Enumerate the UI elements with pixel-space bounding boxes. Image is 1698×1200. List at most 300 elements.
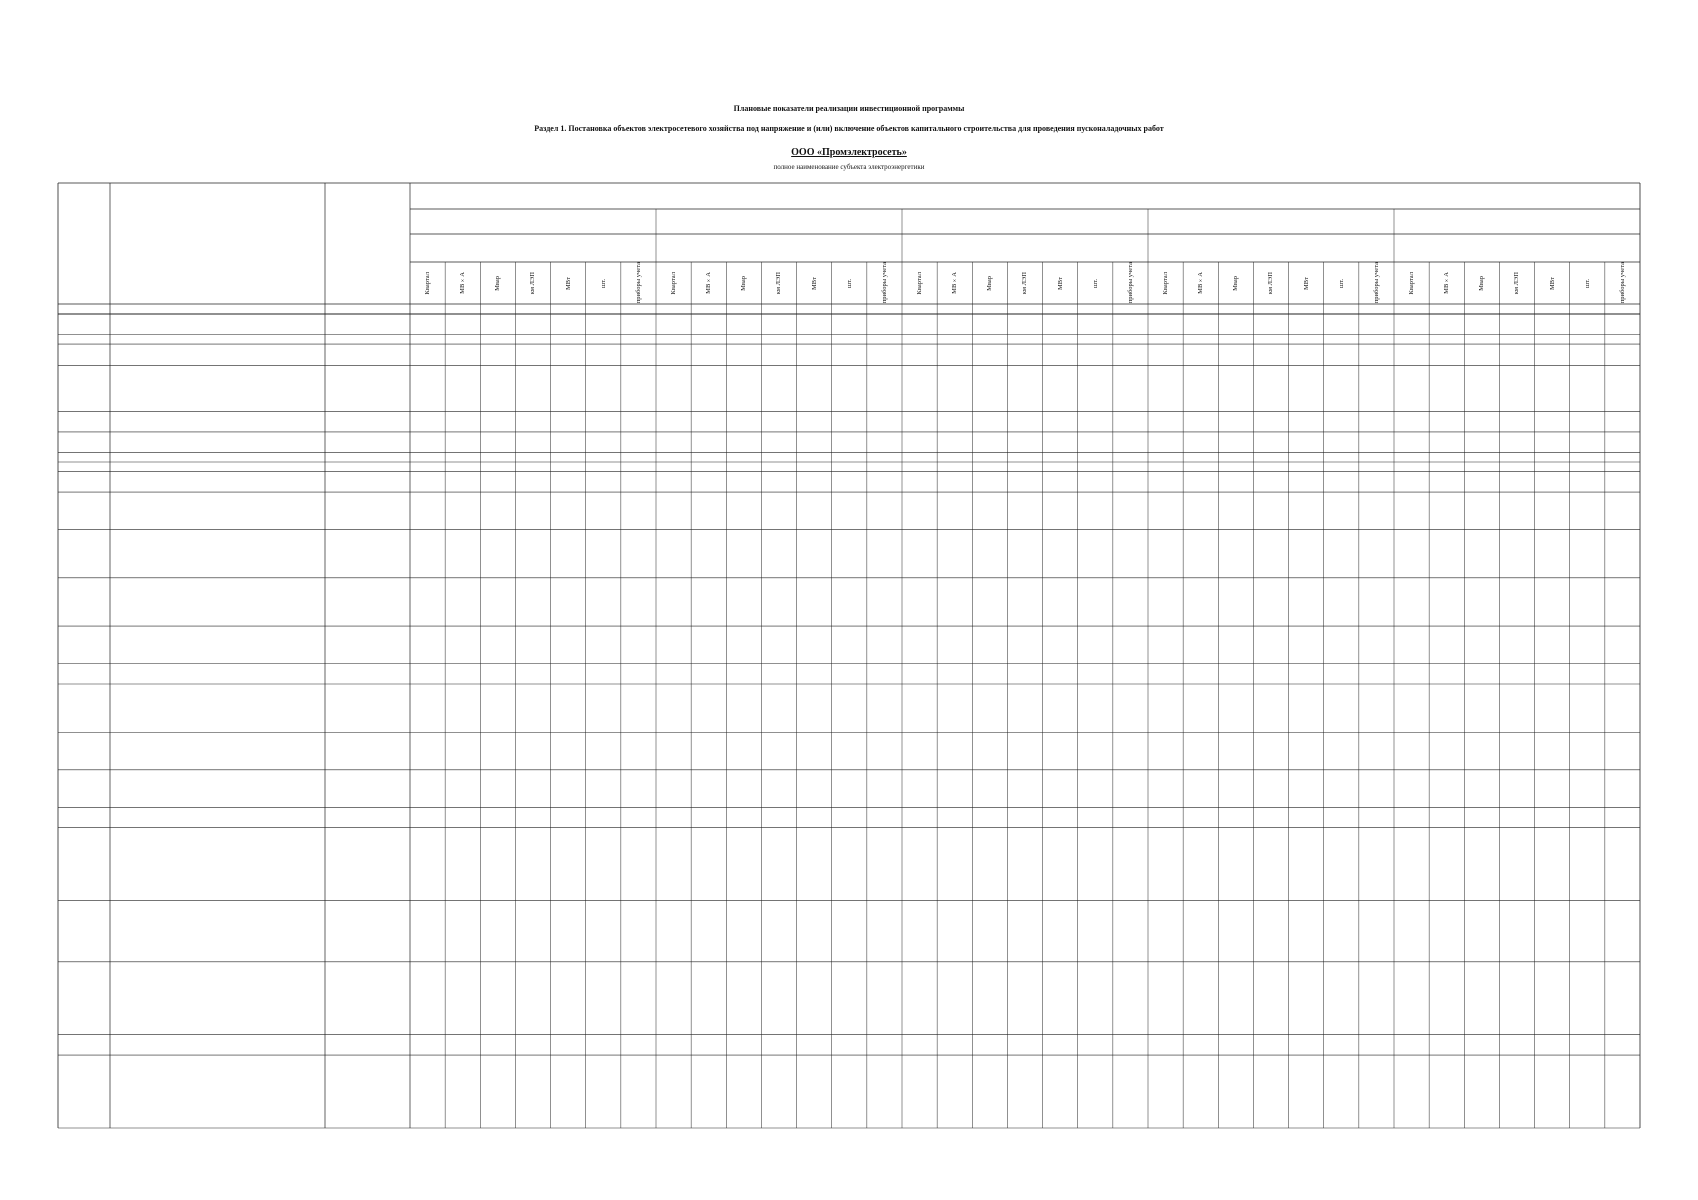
value-cell [1464,732,1499,770]
value-cell [972,334,1007,344]
row-number [58,462,110,472]
value-cell [1253,770,1288,808]
value-cell [867,314,902,334]
value-cell [1007,1035,1042,1055]
value-cell [1148,334,1183,344]
value-cell [1218,1055,1253,1128]
row-name [110,472,325,492]
value-cell [726,530,761,578]
value-cell [1429,664,1464,684]
value-cell [1359,452,1394,462]
value-cell [1113,732,1148,770]
column-code [1570,304,1605,314]
value-cell [902,626,937,664]
value-cell [480,432,515,452]
value-cell [1570,770,1605,808]
value-cell [1499,962,1534,1035]
value-cell [937,412,972,432]
row-name [110,344,325,365]
value-cell [515,492,550,530]
value-cell [1394,462,1429,472]
value-cell [761,578,796,626]
value-cell [1394,1055,1429,1128]
value-cell [586,432,621,452]
column-code [656,304,691,314]
header-unit [761,262,796,304]
header-unit [1113,262,1148,304]
value-cell [1359,472,1394,492]
value-cell [1605,472,1640,492]
value-cell [1218,432,1253,452]
value-cell [1253,344,1288,365]
value-cell [1113,432,1148,452]
value-cell [621,770,656,808]
value-cell [867,901,902,962]
row-name [110,664,325,684]
value-cell [480,962,515,1035]
header-unit-label: Квартал [1162,271,1170,295]
value-cell [1429,962,1464,1035]
value-cell [1289,412,1324,432]
value-cell [797,684,832,732]
value-cell [726,732,761,770]
row-name [110,962,325,1035]
value-cell [832,578,867,626]
value-cell [1148,732,1183,770]
value-cell [1007,664,1042,684]
row-number [58,452,110,462]
value-cell [480,664,515,684]
value-cell [586,530,621,578]
value-cell [1535,365,1570,411]
value-cell [445,962,480,1035]
value-cell [1078,664,1113,684]
value-cell [691,807,726,827]
value-cell [1535,828,1570,901]
value-cell [1535,344,1570,365]
header-unit-label: Мвар [740,275,748,291]
value-cell [1043,962,1078,1035]
value-cell [1394,807,1429,827]
value-cell [867,664,902,684]
value-cell [797,578,832,626]
value-cell [1253,626,1288,664]
value-cell [1359,365,1394,411]
value-cell [1043,1035,1078,1055]
value-cell [1007,578,1042,626]
value-cell [1429,732,1464,770]
value-cell [691,828,726,901]
value-cell [551,664,586,684]
column-code [1253,304,1288,314]
value-cell [1570,732,1605,770]
value-cell [1499,1035,1534,1055]
value-cell [1007,626,1042,664]
value-cell [515,462,550,472]
value-cell [1289,462,1324,472]
value-cell [867,732,902,770]
value-cell [1499,626,1534,664]
value-cell [1148,578,1183,626]
value-cell [691,962,726,1035]
value-cell [1359,344,1394,365]
row-number [58,807,110,827]
header-unit [902,262,937,304]
value-cell [797,901,832,962]
value-cell [551,492,586,530]
value-cell [1464,432,1499,452]
row-name [110,314,325,334]
row-id [325,472,410,492]
value-cell [1359,314,1394,334]
value-cell [937,1035,972,1055]
value-cell [1183,365,1218,411]
value-cell [1429,314,1464,334]
value-cell [726,452,761,462]
value-cell [1570,492,1605,530]
value-cell [1289,344,1324,365]
value-cell [1429,334,1464,344]
value-cell [1429,626,1464,664]
header-unit-label: Мвар [986,275,994,291]
value-cell [761,462,796,472]
value-cell [551,578,586,626]
value-cell [1183,1055,1218,1128]
value-cell [1289,732,1324,770]
value-cell [480,365,515,411]
value-cell [1078,901,1113,962]
value-cell [445,732,480,770]
value-cell [1183,334,1218,344]
row-name [110,412,325,432]
value-cell [902,901,937,962]
row-id [325,334,410,344]
value-cell [902,452,937,462]
value-cell [1359,770,1394,808]
value-cell [1324,732,1359,770]
value-cell [1464,962,1499,1035]
value-cell [937,462,972,472]
value-cell [1464,770,1499,808]
row-name [110,626,325,664]
value-cell [1464,664,1499,684]
value-cell [445,412,480,432]
value-cell [1359,492,1394,530]
row-id [325,452,410,462]
value-cell [1535,770,1570,808]
value-cell [832,530,867,578]
header-unit-label: км ЛЭП [1021,271,1029,295]
row-number [58,314,110,334]
value-cell [937,684,972,732]
value-cell [1183,962,1218,1035]
value-cell [1464,807,1499,827]
value-cell [1324,334,1359,344]
value-cell [656,664,691,684]
value-cell [621,828,656,901]
value-cell [797,530,832,578]
value-cell [1148,684,1183,732]
value-cell [621,530,656,578]
value-cell [1218,492,1253,530]
value-cell [972,1035,1007,1055]
value-cell [867,412,902,432]
value-cell [1570,578,1605,626]
value-cell [586,1055,621,1128]
value-cell [1253,412,1288,432]
value-cell [551,334,586,344]
header-unit [1429,262,1464,304]
value-cell [1394,344,1429,365]
value-cell [1253,530,1288,578]
value-cell [691,901,726,962]
header-unit-label: приборы учета [1126,262,1134,304]
value-cell [586,684,621,732]
value-cell [1464,452,1499,462]
value-cell [937,492,972,530]
value-cell [797,732,832,770]
row-number [58,828,110,901]
value-cell [1359,732,1394,770]
value-cell [1148,314,1183,334]
value-cell [1289,684,1324,732]
header-year [656,209,902,234]
value-cell [832,452,867,462]
value-cell [691,334,726,344]
value-cell [1113,1055,1148,1128]
value-cell [1605,492,1640,530]
value-cell [1007,1055,1042,1128]
header-unit-label: МВ×А [1443,272,1451,294]
value-cell [551,626,586,664]
value-cell [1253,492,1288,530]
value-cell [1007,344,1042,365]
value-cell [621,472,656,492]
value-cell [1289,492,1324,530]
value-cell [1043,1055,1078,1128]
value-cell [867,1055,902,1128]
value-cell [410,770,445,808]
header-unit [1464,262,1499,304]
value-cell [656,365,691,411]
value-cell [621,314,656,334]
value-cell [621,412,656,432]
header-unit [1007,262,1042,304]
value-cell [1605,432,1640,452]
header-unit [937,262,972,304]
value-cell [797,365,832,411]
value-cell [656,962,691,1035]
value-cell [1535,901,1570,962]
header-unit [726,262,761,304]
value-cell [480,530,515,578]
value-cell [937,770,972,808]
value-cell [1394,334,1429,344]
value-cell [1499,901,1534,962]
value-cell [972,807,1007,827]
header-unit-label: шт. [1091,278,1099,288]
value-cell [1113,1035,1148,1055]
value-cell [937,452,972,462]
value-cell [832,344,867,365]
column-code [480,304,515,314]
value-cell [1570,462,1605,472]
header-unit-label: МВ×А [1197,272,1205,294]
value-cell [1078,684,1113,732]
value-cell [656,452,691,462]
value-cell [586,626,621,664]
value-cell [1535,684,1570,732]
value-cell [1218,828,1253,901]
value-cell [867,365,902,411]
value-cell [1078,807,1113,827]
row-id [325,530,410,578]
value-cell [1183,684,1218,732]
value-cell [1113,452,1148,462]
header-unit [1324,262,1359,304]
value-cell [1043,452,1078,462]
value-cell [1007,684,1042,732]
value-cell [1324,626,1359,664]
header-unit [867,262,902,304]
value-cell [1289,452,1324,462]
value-cell [410,578,445,626]
value-cell [1499,365,1534,411]
value-cell [797,1055,832,1128]
value-cell [867,807,902,827]
header-unit [832,262,867,304]
value-cell [937,334,972,344]
value-cell [691,578,726,626]
value-cell [586,807,621,827]
value-cell [1570,962,1605,1035]
value-cell [726,314,761,334]
value-cell [1289,578,1324,626]
value-cell [515,334,550,344]
value-cell [832,770,867,808]
value-cell [1570,807,1605,827]
value-cell [621,626,656,664]
value-cell [1359,1055,1394,1128]
value-cell [1570,432,1605,452]
value-cell [902,334,937,344]
value-cell [410,492,445,530]
value-cell [1183,828,1218,901]
header-year [1148,209,1394,234]
value-cell [1394,828,1429,901]
value-cell [1429,462,1464,472]
value-cell [480,770,515,808]
value-cell [1113,962,1148,1035]
value-cell [1113,578,1148,626]
column-code [972,304,1007,314]
value-cell [1078,578,1113,626]
header-unit [1043,262,1078,304]
value-cell [691,412,726,432]
value-cell [515,365,550,411]
column-code [1043,304,1078,314]
value-cell [1078,472,1113,492]
row-name [110,732,325,770]
row-id [325,314,410,334]
value-cell [832,314,867,334]
header-unit [1570,262,1605,304]
value-cell [691,492,726,530]
column-code [445,304,480,314]
value-cell [1499,530,1534,578]
value-cell [621,962,656,1035]
value-cell [1605,626,1640,664]
column-code [586,304,621,314]
value-cell [1043,828,1078,901]
value-cell [1535,334,1570,344]
row-id [325,432,410,452]
value-cell [1605,828,1640,901]
header-unit [1394,262,1429,304]
value-cell [480,1055,515,1128]
row-id [325,412,410,432]
doc-title: Плановые показатели реализации инвестиционной программы [733,104,965,113]
row-number [58,344,110,365]
header-unit-label: приборы учета [880,262,888,304]
value-cell [410,626,445,664]
value-cell [1078,770,1113,808]
value-cell [1078,962,1113,1035]
value-cell [656,530,691,578]
value-cell [656,334,691,344]
value-cell [726,828,761,901]
value-cell [515,412,550,432]
value-cell [1605,664,1640,684]
value-cell [515,472,550,492]
value-cell [1253,1055,1288,1128]
header-unit-label: Квартал [1408,271,1416,295]
value-cell [691,770,726,808]
value-cell [797,626,832,664]
header-unit-label: Квартал [670,271,678,295]
value-cell [902,344,937,365]
value-cell [445,770,480,808]
value-cell [1535,578,1570,626]
value-cell [1183,432,1218,452]
column-code [1394,304,1429,314]
header-unit-label: Мвар [1232,275,1240,291]
header-unit [1148,262,1183,304]
value-cell [832,1055,867,1128]
value-cell [410,530,445,578]
value-cell [621,452,656,462]
value-cell [445,365,480,411]
value-cell [1605,684,1640,732]
value-cell [1324,452,1359,462]
value-cell [1324,962,1359,1035]
value-cell [1464,626,1499,664]
value-cell [586,462,621,472]
value-cell [761,1055,796,1128]
value-cell [1183,770,1218,808]
header-project-id [325,183,410,304]
value-cell [1605,452,1640,462]
value-cell [1043,344,1078,365]
value-cell [726,578,761,626]
value-cell [480,492,515,530]
value-cell [551,432,586,452]
value-cell [1289,901,1324,962]
value-cell [1289,472,1324,492]
value-cell [1499,462,1534,472]
value-cell [1429,901,1464,962]
value-cell [832,901,867,962]
